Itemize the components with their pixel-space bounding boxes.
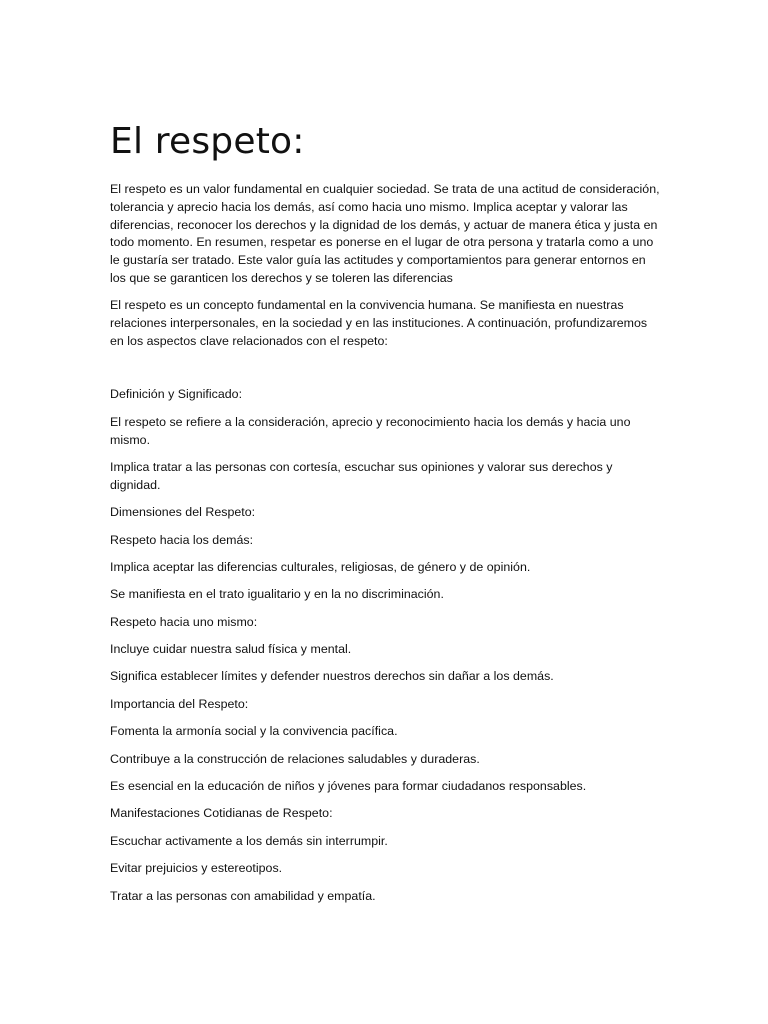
paragraph: Escuchar activamente a los demás sin interrumpir. (110, 833, 388, 848)
paragraph: Fomenta la armonía social y la convivencia pacífica. (110, 724, 398, 739)
paragraph: Implica tratar a las personas con cortesía, escuchar sus opiniones y valorar sus derechos y dignidad. (110, 459, 613, 492)
document-page (110, 118, 662, 915)
paragraph: Significa establecer límites y defender nuestros derechos sin dañar a los demás. (110, 669, 554, 684)
intro-paragraph-1: El respeto es un valor fundamental en cualquier sociedad. Se trata de una actitud de consideración, tolerancia y aprecio hacia los demás, así como hacia uno mismo. Implica aceptar y valorar las diferencias, reconocer los derechos y la dignidad de los demás, y actuar de manera ética y justa en todo momento. En resumen, respetar es ponerse en el lugar de otra persona y tratarla como a uno le gustaría ser tratado. Este valor guía las actitudes y comportamientos para generar entornos en los que se garanticen los derechos y se toleren las diferencias (110, 182, 660, 285)
document-title: El respeto: (110, 121, 305, 162)
section-heading-importancia: Importancia del Respeto: (110, 696, 249, 711)
paragraph: Se manifiesta en el trato igualitario y en la no discriminación. (110, 587, 444, 602)
blank-line (110, 360, 662, 386)
paragraph: Evitar prejuicios y estereotipos. (110, 861, 283, 876)
paragraph: Implica aceptar las diferencias culturales, religiosas, de género y de opinión. (110, 559, 531, 574)
paragraph: Contribuye a la construcción de relaciones saludables y duraderas. (110, 751, 480, 766)
subsection-heading-uno-mismo: Respeto hacia uno mismo: (110, 614, 258, 629)
paragraph: El respeto se refiere a la consideración, aprecio y reconocimiento hacia los demás y hacia uno mismo. (110, 414, 631, 447)
paragraph: Es esencial en la educación de niños y jóvenes para formar ciudadanos responsables. (110, 779, 587, 794)
paragraph: Tratar a las personas con amabilidad y empatía. (110, 888, 376, 903)
subsection-heading-demas: Respeto hacia los demás: (110, 532, 254, 547)
section-heading-manifestaciones: Manifestaciones Cotidianas de Respeto: (110, 806, 333, 821)
intro-paragraph-2: El respeto es un concepto fundamental en la convivencia humana. Se manifiesta en nuestras relaciones interpersonales, en la sociedad y en las instituciones. A continuación, profundizaremos en los aspectos clave relacionados con el respeto: (110, 298, 648, 348)
paragraph: Incluye cuidar nuestra salud física y mental. (110, 642, 352, 657)
section-heading-definicion: Definición y Significado: (110, 387, 243, 402)
section-heading-dimensiones: Dimensiones del Respeto: (110, 505, 256, 520)
